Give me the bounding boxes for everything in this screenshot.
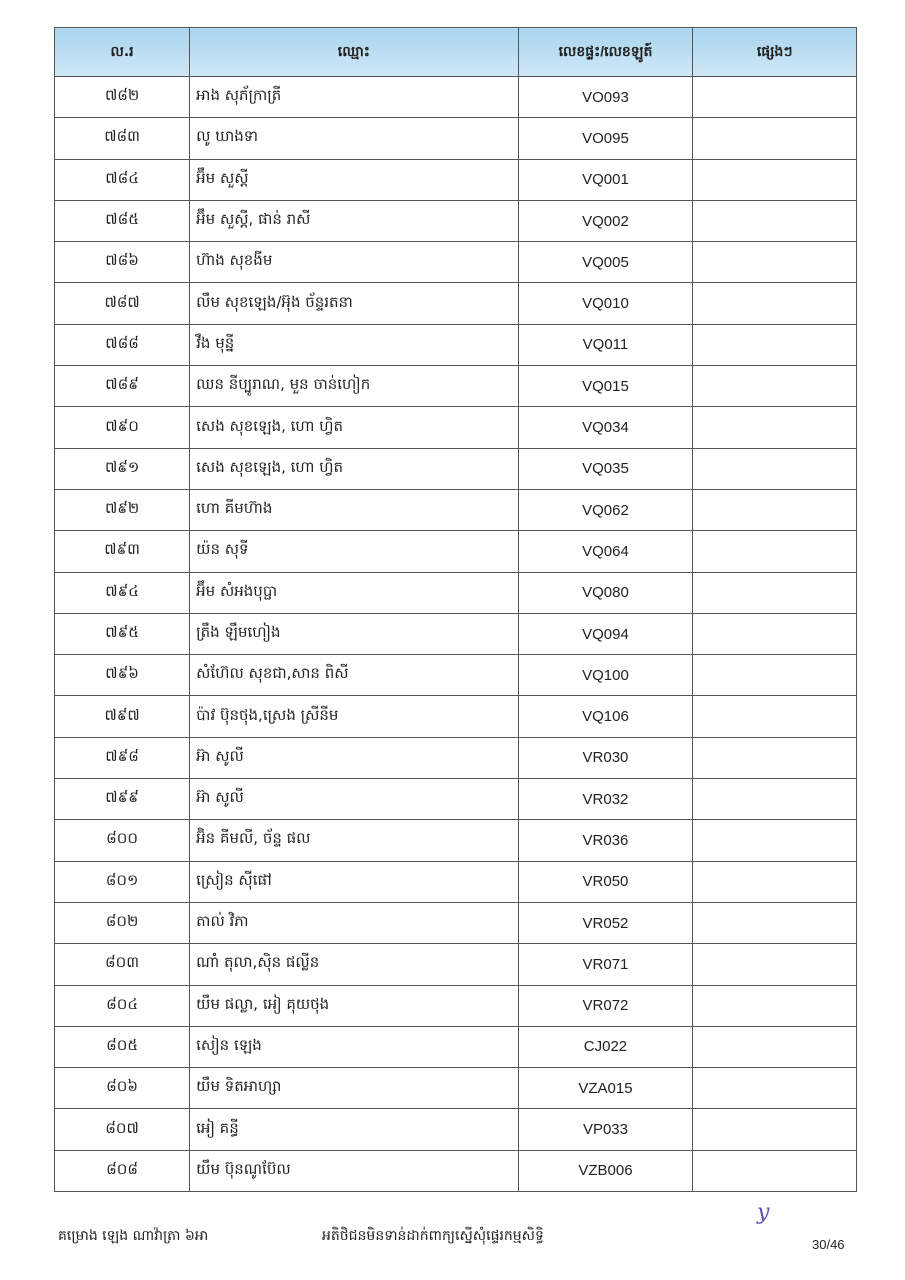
handwritten-initial: y — [757, 1200, 770, 1225]
row-other — [693, 448, 857, 489]
header-other: ផ្សេងៗ — [693, 28, 857, 77]
row-other — [693, 324, 857, 365]
table-row — [55, 324, 857, 365]
row-lot-number: VQ064 — [518, 531, 693, 572]
row-name: ហោ គីមហ៊ាង — [190, 489, 518, 530]
row-lot-number: VQ034 — [518, 407, 693, 448]
header-lot-number: លេខផ្ទះ/លេខឡូត៍ — [518, 28, 693, 77]
row-name: អ៊ិន គីមលី, ច័ន្ទ ផល — [190, 820, 518, 861]
row-other — [693, 118, 857, 159]
header-no: ល.រ — [55, 28, 190, 77]
row-lot-number: VQ005 — [518, 242, 693, 283]
row-other — [693, 696, 857, 737]
row-name: អ៊ា សូលី — [190, 737, 518, 778]
table-row — [55, 242, 857, 283]
row-number: ៧៨៤ — [55, 159, 190, 200]
row-lot-number: VR030 — [518, 737, 693, 778]
row-lot-number: VR050 — [518, 861, 693, 902]
row-lot-number: VQ094 — [518, 613, 693, 654]
row-number: ៧៨៨ — [55, 324, 190, 365]
row-other — [693, 572, 857, 613]
table-row — [55, 1068, 857, 1109]
row-other — [693, 1109, 857, 1150]
row-lot-number: VR072 — [518, 985, 693, 1026]
row-name: ត្រឹង ឡឹមហៀង — [190, 613, 518, 654]
table-row — [55, 696, 857, 737]
table-row — [55, 200, 857, 241]
row-lot-number: CJ022 — [518, 1026, 693, 1067]
row-number: ៨០៥ — [55, 1026, 190, 1067]
row-other — [693, 944, 857, 985]
row-name: អ៊ា សូលី — [190, 779, 518, 820]
table-row — [55, 448, 857, 489]
row-lot-number: VO095 — [518, 118, 693, 159]
row-name: អ៊ឹម សួស្តី, ផាន់ រាសី — [190, 200, 518, 241]
row-number: ៧៨៣ — [55, 118, 190, 159]
row-number: ៧៩៤ — [55, 572, 190, 613]
row-other — [693, 1026, 857, 1067]
row-name: លូ ឃាងទា — [190, 118, 518, 159]
row-lot-number: VZB006 — [518, 1150, 693, 1191]
row-other — [693, 655, 857, 696]
table-row — [55, 366, 857, 407]
row-other — [693, 902, 857, 943]
row-number: ៧៩២ — [55, 489, 190, 530]
row-number: ៨០៧ — [55, 1109, 190, 1150]
table-row — [55, 1109, 857, 1150]
row-lot-number: VQ011 — [518, 324, 693, 365]
row-number: ៧៩៧ — [55, 696, 190, 737]
row-number: ៧៨២ — [55, 77, 190, 118]
row-number: ៧៩១ — [55, 448, 190, 489]
row-other — [693, 242, 857, 283]
row-lot-number: VP033 — [518, 1109, 693, 1150]
row-number: ៧៩០ — [55, 407, 190, 448]
table-row — [55, 944, 857, 985]
row-other — [693, 779, 857, 820]
row-name: អ៊ឹម សំអងបុប្ផា — [190, 572, 518, 613]
row-lot-number: VR036 — [518, 820, 693, 861]
row-number: ៧៨៥ — [55, 200, 190, 241]
row-name: អ៊ឹម សួស្តី — [190, 159, 518, 200]
row-lot-number: VR052 — [518, 902, 693, 943]
table-row — [55, 861, 857, 902]
row-name: ស្រៀន ស៊ីផៅ — [190, 861, 518, 902]
row-other — [693, 820, 857, 861]
table-row — [55, 737, 857, 778]
row-number: ៨០៤ — [55, 985, 190, 1026]
row-lot-number: VR071 — [518, 944, 693, 985]
row-number: ៧៨៩ — [55, 366, 190, 407]
row-lot-number: VQ001 — [518, 159, 693, 200]
row-lot-number: VZA015 — [518, 1068, 693, 1109]
row-name: យឹម ផល្លា, អៀ គុយថុង — [190, 985, 518, 1026]
table-row — [55, 118, 857, 159]
row-other — [693, 489, 857, 530]
row-other — [693, 283, 857, 324]
table-row — [55, 77, 857, 118]
row-number: ៨០១ — [55, 861, 190, 902]
row-lot-number: VQ035 — [518, 448, 693, 489]
row-name: តាល់ វិភា — [190, 902, 518, 943]
row-lot-number: VR032 — [518, 779, 693, 820]
footer-title: អតិថិជនមិនទាន់ដាក់ពាក្យស្នើសុំផ្ទេរកម្មសិទ្ធិ — [322, 1228, 544, 1244]
row-other — [693, 985, 857, 1026]
row-number: ៨០៦ — [55, 1068, 190, 1109]
row-name: ហ៊ាង សុខងីម — [190, 242, 518, 283]
row-number: ៧៩៩ — [55, 779, 190, 820]
table-row — [55, 489, 857, 530]
table-row — [55, 985, 857, 1026]
row-number: ៧៩៦ — [55, 655, 190, 696]
row-number: ៧៨៦ — [55, 242, 190, 283]
row-name: ឈន នីប្បូរាណ, មួន ចាន់ហៀក — [190, 366, 518, 407]
row-other — [693, 737, 857, 778]
row-number: ៧៨៧ — [55, 283, 190, 324]
table-row — [55, 283, 857, 324]
row-other — [693, 531, 857, 572]
row-other — [693, 366, 857, 407]
row-other — [693, 407, 857, 448]
row-name: វឹង មុន្នី — [190, 324, 518, 365]
row-name: លឹម សុខឡេង/អ៊ុង ច័ន្ទរតនា — [190, 283, 518, 324]
row-name: អាង សុភ័ក្រាត្រី — [190, 77, 518, 118]
row-name: យឹម ប៊ុនណូប៊ែល — [190, 1150, 518, 1191]
table-row — [55, 655, 857, 696]
row-number: ៨០៣ — [55, 944, 190, 985]
table-row — [55, 159, 857, 200]
row-lot-number: VQ100 — [518, 655, 693, 696]
row-name: យ៉ន សុទី — [190, 531, 518, 572]
table-row — [55, 407, 857, 448]
row-number: ៨០៨ — [55, 1150, 190, 1191]
row-number: ៧៩៨ — [55, 737, 190, 778]
row-name: សៀន ឡេង — [190, 1026, 518, 1067]
row-other — [693, 613, 857, 654]
table-row — [55, 779, 857, 820]
row-name: ណាំ តុលា,ស៊ិន ផល្លីន — [190, 944, 518, 985]
table-row — [55, 902, 857, 943]
row-lot-number: VQ062 — [518, 489, 693, 530]
table-row — [55, 1150, 857, 1191]
row-name: អៀ គន្ធី — [190, 1109, 518, 1150]
customer-table — [54, 27, 857, 1192]
row-lot-number: VQ002 — [518, 200, 693, 241]
table-row — [55, 820, 857, 861]
row-other — [693, 1150, 857, 1191]
row-name: ប៉ាវ ប៊ុនថុង,ស្រេង ស្រីនីម — [190, 696, 518, 737]
table-row — [55, 572, 857, 613]
table-row — [55, 613, 857, 654]
row-number: ៧៩៥ — [55, 613, 190, 654]
row-other — [693, 1068, 857, 1109]
row-name: សេង សុខឡេង, ហោ ហ្វិត — [190, 448, 518, 489]
row-number: ៧៩៣ — [55, 531, 190, 572]
row-number: ៨០០ — [55, 820, 190, 861]
row-name: យឹម ទិតអាហ្សា — [190, 1068, 518, 1109]
row-name: សេង សុខឡេង, ហោ ហ្វិត — [190, 407, 518, 448]
row-other — [693, 77, 857, 118]
row-lot-number: VQ106 — [518, 696, 693, 737]
table-row — [55, 1026, 857, 1067]
header-name: ឈ្មោះ — [190, 28, 518, 77]
row-other — [693, 159, 857, 200]
table-row — [55, 531, 857, 572]
table-header-row — [55, 28, 857, 77]
row-lot-number: VQ010 — [518, 283, 693, 324]
page-number: 30/46 — [812, 1237, 845, 1252]
row-lot-number: VQ080 — [518, 572, 693, 613]
row-lot-number: VQ015 — [518, 366, 693, 407]
row-other — [693, 861, 857, 902]
footer-project: គម្រោង ឡេង ណាវ៉ាត្រា ៦អា — [58, 1228, 209, 1244]
row-other — [693, 200, 857, 241]
row-number: ៨០២ — [55, 902, 190, 943]
row-lot-number: VO093 — [518, 77, 693, 118]
row-name: សំហ៊ែល សុខជា,សាន ពិសី — [190, 655, 518, 696]
